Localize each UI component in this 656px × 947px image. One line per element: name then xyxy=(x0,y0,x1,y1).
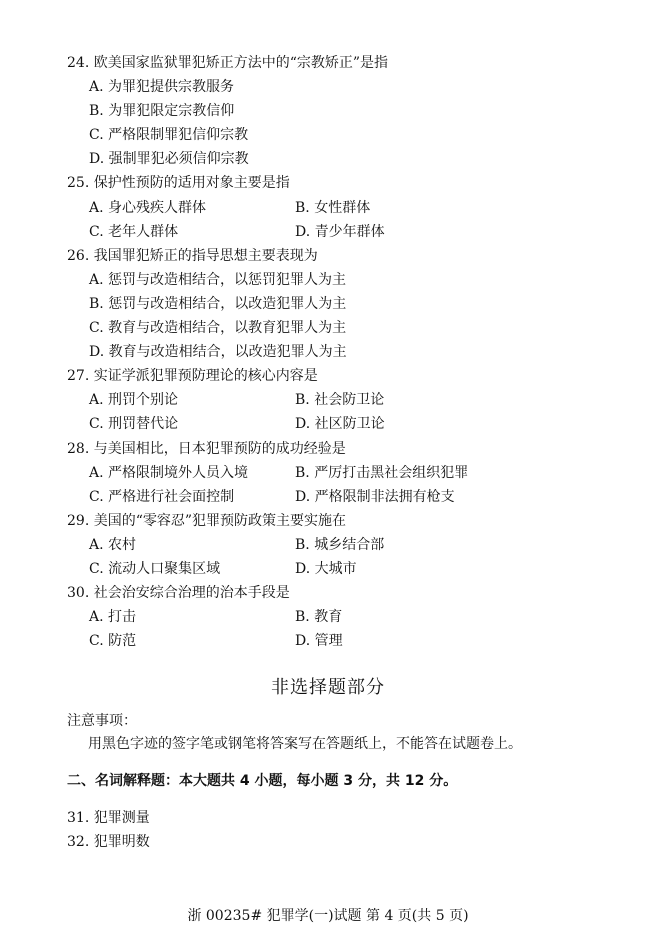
question-26-stem: 26. 我国罪犯矫正的指导思想主要表现为 xyxy=(67,248,318,264)
question-27-option-d: D. 社区防卫论 xyxy=(295,416,385,432)
question-27-option-c: C. 刑罚替代论 xyxy=(89,416,179,432)
question-25-option-d: D. 青少年群体 xyxy=(295,224,385,240)
question-29-stem: 29. 美国的“零容忍”犯罪预防政策主要实施在 xyxy=(67,513,347,529)
question-29-option-d: D. 大城市 xyxy=(295,561,357,577)
notice-label: 注意事项： xyxy=(67,713,137,729)
question-24-stem: 24. 欧美国家监狱罪犯矫正方法中的“宗教矫正”是指 xyxy=(67,55,389,71)
question-31: 31. 犯罪测量 xyxy=(67,810,150,826)
question-25-option-a: A. 身心残疾人群体 xyxy=(89,200,207,216)
question-28-option-a: A. 严格限制境外人员入境 xyxy=(89,465,249,481)
question-26-option-c: C. 教育与改造相结合，以教育犯罪人为主 xyxy=(89,320,347,336)
question-32: 32. 犯罪明数 xyxy=(67,834,150,850)
question-25-option-c: C. 老年人群体 xyxy=(89,224,179,240)
question-26-option-a: A. 惩罚与改造相结合，以惩罚犯罪人为主 xyxy=(89,272,347,288)
question-28-option-b: B. 严厉打击黑社会组织犯罪 xyxy=(295,465,469,481)
question-28-option-d: D. 严格限制非法拥有枪支 xyxy=(295,489,455,505)
question-26-option-d: D. 教育与改造相结合，以改造犯罪人为主 xyxy=(89,344,347,360)
question-30-option-b: B. 教育 xyxy=(295,609,343,625)
question-30-option-c: C. 防范 xyxy=(89,633,137,649)
question-24-option-b: B. 为罪犯限定宗教信仰 xyxy=(89,103,235,119)
question-24-option-a: A. 为罪犯提供宗教服务 xyxy=(89,79,235,95)
question-30-stem: 30. 社会治安综合治理的治本手段是 xyxy=(67,585,290,601)
question-27-option-b: B. 社会防卫论 xyxy=(295,392,385,408)
question-30-option-d: D. 管理 xyxy=(295,633,343,649)
question-29-option-b: B. 城乡结合部 xyxy=(295,537,385,553)
part2-heading: 二、名词解释题：本大题共 4 小题，每小题 3 分，共 12 分。 xyxy=(67,773,458,789)
question-25-option-b: B. 女性群体 xyxy=(295,200,371,216)
question-27-option-a: A. 刑罚个别论 xyxy=(89,392,179,408)
question-24-option-c: C. 严格限制罪犯信仰宗教 xyxy=(89,127,249,143)
question-29-option-c: C. 流动人口聚集区域 xyxy=(89,561,221,577)
page-footer: 浙 00235# 犯罪学(一)试题 第 4 页(共 5 页) xyxy=(187,908,469,924)
question-26-option-b: B. 惩罚与改造相结合，以改造犯罪人为主 xyxy=(89,296,347,312)
question-24-option-d: D. 强制罪犯必须信仰宗教 xyxy=(89,151,249,167)
section-title: 非选择题部分 xyxy=(271,677,385,698)
question-30-option-a: A. 打击 xyxy=(89,609,137,625)
question-27-stem: 27. 实证学派犯罪预防理论的核心内容是 xyxy=(67,368,318,384)
notice-body: 用黑色字迹的签字笔或钢笔将答案写在答题纸上，不能答在试题卷上。 xyxy=(88,736,522,752)
question-25-stem: 25. 保护性预防的适用对象主要是指 xyxy=(67,175,290,191)
question-28-option-c: C. 严格进行社会面控制 xyxy=(89,489,235,505)
question-29-option-a: A. 农村 xyxy=(89,537,137,553)
question-28-stem: 28. 与美国相比，日本犯罪预防的成功经验是 xyxy=(67,441,346,457)
